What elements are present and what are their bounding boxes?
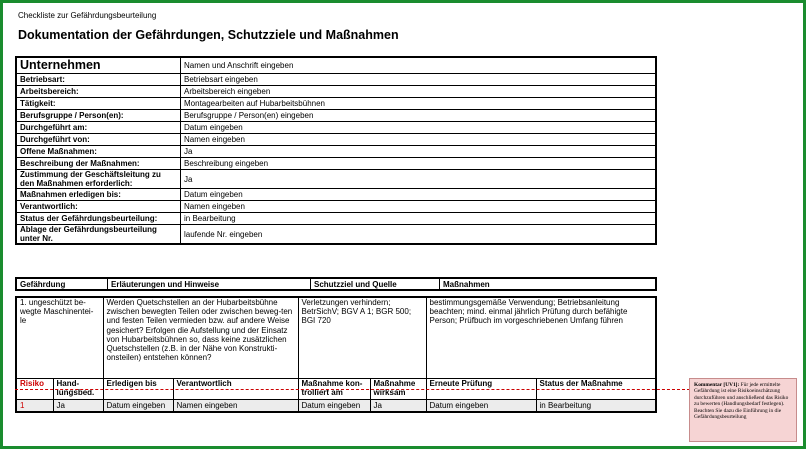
column-header-schutzziel: Schutzziel und Quelle xyxy=(311,278,440,290)
hazard-measures-cell[interactable]: bestimmungsgemäße Verwendung; Betriebsanleitung beachten; mind. einmal jährlich Prüfung durch befähigte Person; Prüfbuch im vorgeschriebenen Umfang führen xyxy=(426,297,656,379)
recheck-header: Erneute Prüfung xyxy=(426,379,536,400)
table-row xyxy=(16,110,656,122)
checked-on-field[interactable]: Datum eingeben xyxy=(298,400,370,413)
field-label: Betriebsart: xyxy=(16,74,181,86)
durchgefuehrt-am-field[interactable]: Datum eingeben xyxy=(181,122,657,134)
checked-on-header: Maßnahme kon-trolliert am xyxy=(298,379,370,400)
risk-value-field[interactable]: 1 xyxy=(16,400,53,413)
table-row xyxy=(16,213,656,225)
status-field[interactable]: in Bearbeitung xyxy=(181,213,657,225)
verantwortlich-field[interactable]: Namen eingeben xyxy=(181,201,657,213)
checklist-header: Checkliste zur Gefährdungsbeurteilung xyxy=(18,11,157,20)
action-need-header: Hand-lungsbed. xyxy=(53,379,103,400)
recheck-field[interactable]: Datum eingeben xyxy=(426,400,536,413)
zustimmung-field[interactable]: Ja xyxy=(181,170,657,189)
field-label: Verantwortlich: xyxy=(16,201,181,213)
field-label: Arbeitsbereich: xyxy=(16,86,181,98)
company-label: Unternehmen xyxy=(16,57,181,74)
taetigkeit-field[interactable]: Montagearbeiten auf Hubarbeitsbühnen xyxy=(181,98,657,110)
measure-status-field[interactable]: in Bearbeitung xyxy=(536,400,656,413)
effective-field[interactable]: Ja xyxy=(370,400,426,413)
table-row xyxy=(16,170,656,189)
hazard-detail-table xyxy=(15,296,657,413)
field-label: Ablage der Gefährdungsbeurteilung unter Nr. xyxy=(16,225,181,245)
table-row xyxy=(16,74,656,86)
hazard-name-cell[interactable]: 1. ungeschützt be-wegte Maschinentei-le xyxy=(16,297,103,379)
effective-header: Maßnahme wirksam xyxy=(370,379,426,400)
column-header-gefaehrdung: Gefährdung xyxy=(16,278,108,290)
field-label: Status der Gefährdungsbeurteilung: xyxy=(16,213,181,225)
field-label: Maßnahmen erledigen bis: xyxy=(16,189,181,201)
measure-status-header: Status der Maßnahme xyxy=(536,379,656,400)
table-row xyxy=(16,146,656,158)
field-label: Berufsgruppe / Person(en): xyxy=(16,110,181,122)
company-value-field[interactable]: Namen und Anschrift eingeben xyxy=(181,57,657,74)
page-title: Dokumentation der Gefährdungen, Schutzziele und Maßnahmen xyxy=(18,28,399,42)
hazard-explanation-cell[interactable]: Werden Quetschstellen an der Hubarbeitsbühne zwischen bewegten Teilen oder zwischen beweg-ten und festen Teilen vermieden bzw. auf andere Weise gesichert? Erfolgen die Aufstellung und der Einsatz von Hubarbeitsbühnen so, dass keine zusätzlichen Quetschstellen (z.B. in der Nähe von Konstrukti-onsteilen) entstehen können? xyxy=(103,297,298,379)
comment-text: Für jede ermittelte Gefährdung ist eine Risikoeinschätzung durchzuführen und anschließend das Risiko zu bewerten (Handlungsbedarf festlegen). Beachten Sie dazu die Einführung in die Gefährdungsbeurteilung xyxy=(694,382,789,421)
field-label: Beschreibung der Maßnahmen: xyxy=(16,158,181,170)
betriebsart-field[interactable]: Betriebsart eingeben xyxy=(181,74,657,86)
risk-header: Risiko xyxy=(16,379,53,400)
table-row xyxy=(16,86,656,98)
field-label: Zustimmung der Geschäftsleitung zu den Maßnahmen erforderlich: xyxy=(16,170,181,189)
table-row xyxy=(16,189,656,201)
column-header-erlaeuterungen: Erläuterungen und Hinweise xyxy=(108,278,311,290)
due-date-header: Erledigen bis xyxy=(103,379,173,400)
field-label: Durchgeführt am: xyxy=(16,122,181,134)
table-row xyxy=(16,158,656,170)
table-row xyxy=(16,278,656,290)
company-info-table xyxy=(15,56,657,245)
beschreibung-field[interactable]: Beschreibung eingeben xyxy=(181,158,657,170)
ablage-field[interactable]: laufende Nr. eingeben xyxy=(181,225,657,245)
table-row xyxy=(16,201,656,213)
arbeitsbereich-field[interactable]: Arbeitsbereich eingeben xyxy=(181,86,657,98)
table-row xyxy=(16,225,656,245)
table-row xyxy=(16,297,656,379)
offene-massnahmen-field[interactable]: Ja xyxy=(181,146,657,158)
responsible-header: Verantwortlich xyxy=(173,379,298,400)
table-row xyxy=(16,122,656,134)
responsible-field[interactable]: Namen eingeben xyxy=(173,400,298,413)
column-header-massnahmen: Maßnahmen xyxy=(440,278,657,290)
table-row xyxy=(16,134,656,146)
comment-heading: Kommentar [UV1]: xyxy=(694,382,740,388)
table-row xyxy=(16,98,656,110)
table-row xyxy=(16,400,656,413)
comment-anchor-line xyxy=(15,389,690,390)
berufsgruppe-field[interactable]: Berufsgruppe / Person(en) eingeben xyxy=(181,110,657,122)
erledigen-bis-field[interactable]: Datum eingeben xyxy=(181,189,657,201)
hazard-protection-goal-cell[interactable]: Verletzungen verhindern; BetrSichV; BGV A 1; BGR 500; BGI 720 xyxy=(298,297,426,379)
comment-balloon[interactable] xyxy=(689,378,797,442)
action-need-field[interactable]: Ja xyxy=(53,400,103,413)
field-label: Offene Maßnahmen: xyxy=(16,146,181,158)
field-label: Tätigkeit: xyxy=(16,98,181,110)
table-row xyxy=(16,57,656,74)
hazard-header-table xyxy=(15,277,657,291)
due-date-field[interactable]: Datum eingeben xyxy=(103,400,173,413)
field-label: Durchgeführt von: xyxy=(16,134,181,146)
durchgefuehrt-von-field[interactable]: Namen eingeben xyxy=(181,134,657,146)
